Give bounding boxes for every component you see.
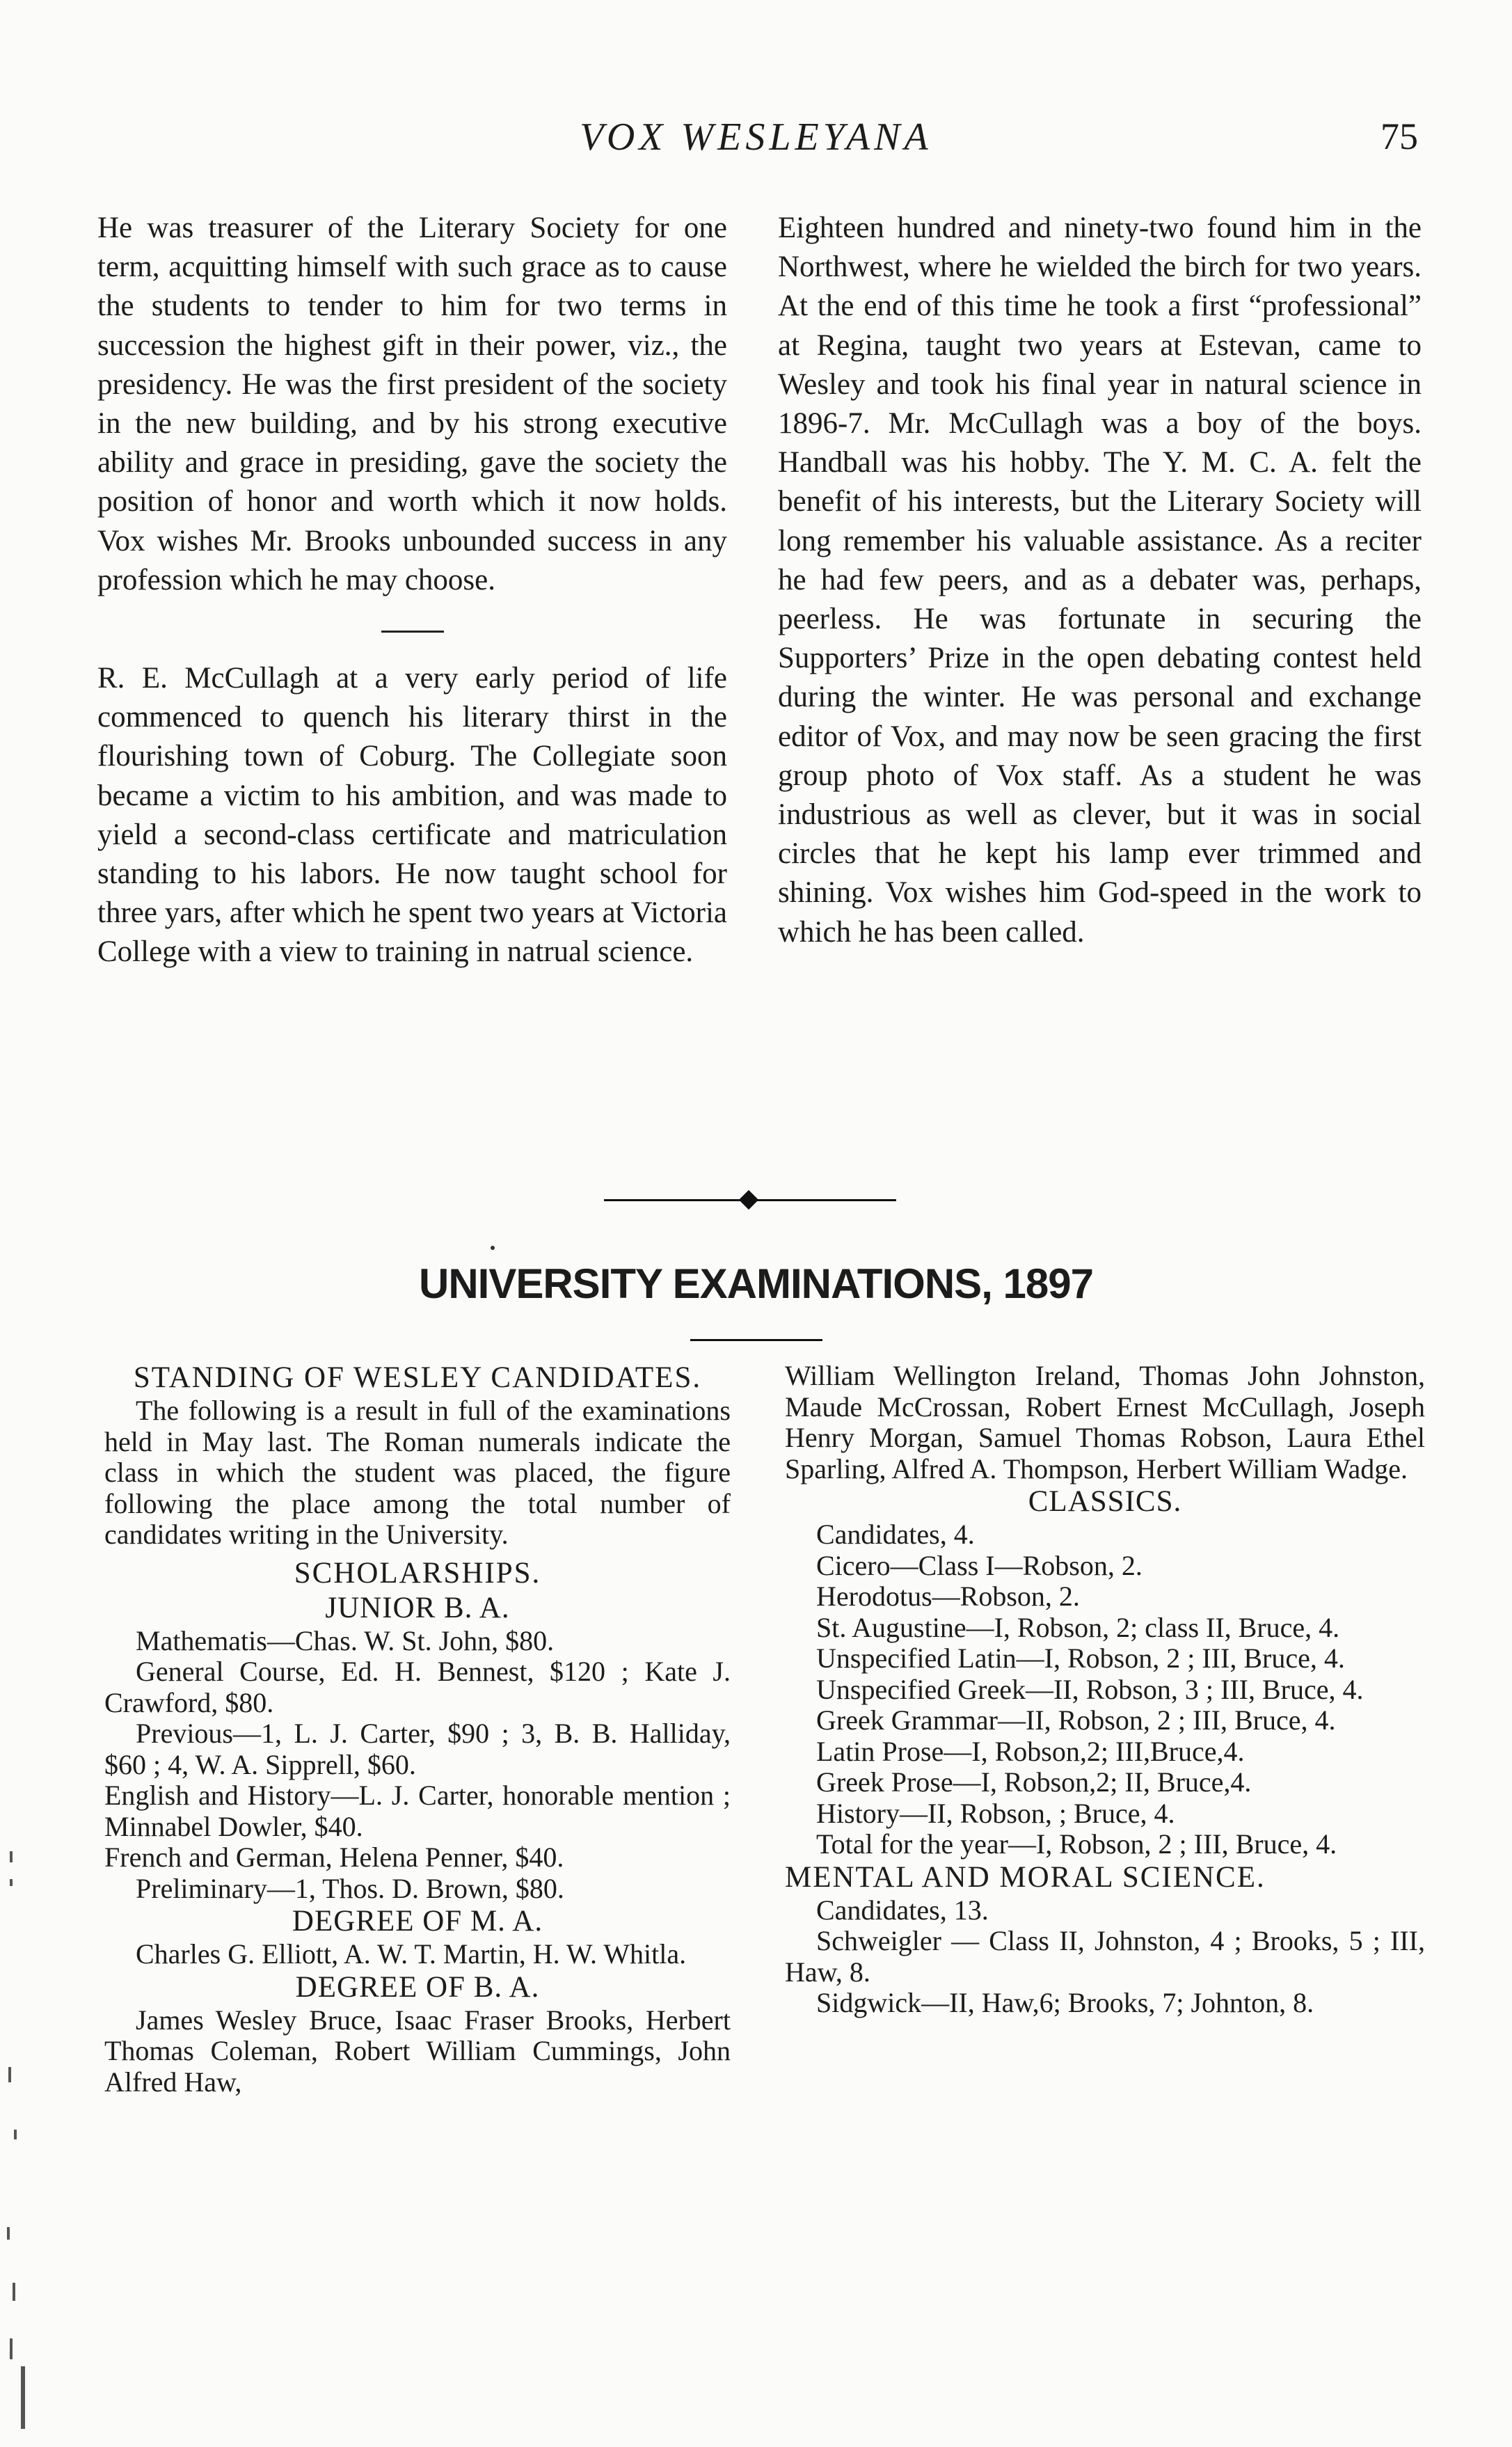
section-title-rule bbox=[690, 1339, 822, 1341]
previous-entry: Previous—1, L. J. Carter, $90 ; 3, B. B. Halliday, $60 ; 4, W. A. Sipprell, $60. bbox=[104, 1718, 731, 1780]
mccullagh-continued-paragraph: Eighteen hundred and ninety-two found him in the Northwest, where he wielded the birch for two years. At the end of this time he took a first “professional” at Regina, taught two years at Estevan, came to Wesley and took his final year in natural science in 1896-7. Mr. McCullagh was a boy of the boys. Handball was his hobby. The Y. M. C. A. felt the benefit of his interests, but the Literary Society will long remember his valuable assistance. As a reciter he had few peers, and as a debater was, perhaps, peerless. He was fortunate in securing the Supporters’ Prize in the open debating contest held during the winter. He was personal and exchange editor of Vox, and may now be seen gracing the first group photo of Vox staff. As a student he was industrious as well as clever, but it was in social circles that he kept his lamp ever trimmed and shining. Vox wishes him God-speed in the work to which he has been called. bbox=[778, 212, 1422, 949]
st-augustine-entry: St. Augustine—I, Robson, 2; class II, Bruce, 4. bbox=[816, 1611, 1340, 1643]
mental-candidates: Candidates, 13. bbox=[816, 1894, 989, 1926]
mental-moral-heading: MENTAL AND MORAL SCIENCE. bbox=[785, 1860, 1266, 1894]
paragraph-separator-rule bbox=[381, 631, 444, 633]
unspecified-greek-entry: Unspecified Greek—II, Robson, 3 ; III, Bruce, 4. bbox=[816, 1673, 1364, 1705]
mccullagh-paragraph: R. E. McCullagh at a very early period of life commenced to quench his literary thirst in the flourishing town of Coburg. The Collegiate soon became a victim to his ambition, and was made to yield a second-class certificate and matriculation standing to his labors. He now taught school for three yars, after which he spent two years at Victoria College with a view to training in natrual science. bbox=[97, 662, 727, 969]
article-right-column bbox=[778, 209, 1422, 952]
preliminary-entry: Preliminary—1, Thos. D. Brown, $80. bbox=[136, 1872, 564, 1904]
page-number: 75 bbox=[1380, 116, 1418, 157]
ba-names-continued: William Wellington Ireland, Thomas John Johnston, Maude McCrossan, Robert Ernest McCullagh, Joseph Henry Morgan, Samuel Thomas Robson, Laura Ethel Sparling, Alfred A. Thompson, Herbert William Wadge. bbox=[785, 1360, 1425, 1484]
exam-left-column bbox=[104, 1361, 731, 2098]
article-left-column bbox=[97, 209, 727, 972]
cicero-entry: Cicero—Class I—Robson, 2. bbox=[816, 1549, 1143, 1581]
french-german-entry: French and German, Helena Penner, $40. bbox=[104, 1842, 564, 1873]
scan-edge-specks bbox=[0, 1837, 63, 2447]
section-title: UNIVERSITY EXAMINATIONS, 1897 bbox=[418, 1260, 1094, 1307]
schweigler-entry: Schweigler — Class II, Johnston, 4 ; Brooks, 5 ; III, Haw, 8. bbox=[785, 1925, 1425, 1988]
journal-title: VOX WESLEYANA bbox=[580, 116, 932, 159]
section-ornament bbox=[604, 1190, 896, 1211]
general-course-entry: General Course, Ed. H. Bennest, $120 ; Kate J. Crawford, $80. bbox=[104, 1656, 731, 1718]
sidgwick-entry: Sidgwick—II, Haw,6; Brooks, 7; Johnton, 8. bbox=[816, 1987, 1314, 2018]
junior-ba-heading: JUNIOR B. A. bbox=[325, 1591, 510, 1624]
running-head bbox=[0, 115, 1512, 171]
exam-intro: The following is a result in full of the examinations held in May last. The Roman numerals indicate the class in which the student was placed, the figure following the place among the total number of candidates writing in the University. bbox=[104, 1395, 731, 1550]
ma-heading: DEGREE OF M. A. bbox=[292, 1905, 543, 1938]
unspecified-latin-entry: Unspecified Latin—I, Robson, 2 ; III, Bruce, 4. bbox=[816, 1642, 1345, 1674]
mathematics-entry: Mathematis—Chas. W. St. John, $80. bbox=[136, 1624, 555, 1656]
classics-candidates: Candidates, 4. bbox=[816, 1519, 975, 1550]
ba-names-start: James Wesley Bruce, Isaac Fraser Brooks, Herbert Thomas Coleman, Robert William Cummings, John Alfred Haw, bbox=[104, 2004, 731, 2098]
scholarships-heading: SCHOLARSHIPS. bbox=[294, 1556, 541, 1590]
exam-right-column bbox=[785, 1361, 1425, 2019]
herodotus-entry: Herodotus—Robson, 2. bbox=[816, 1581, 1080, 1612]
classics-heading: CLASSICS. bbox=[1028, 1485, 1182, 1518]
ba-heading: DEGREE OF B. A. bbox=[295, 1970, 540, 2004]
brooks-paragraph: He was treasurer of the Literary Society for one term, acquitting himself with such grace as to cause the students to tender to him for two terms in succession the highest gift in their power, viz., the presidency. He was the first president of the society in the new building, and by his strong executive ability and grace in presiding, gave the society the position of honor and worth which it now holds. Vox wishes Mr. Brooks unbounded success in any profession which he may choose. bbox=[97, 212, 727, 596]
latin-prose-entry: Latin Prose—I, Robson,2; III,Bruce,4. bbox=[816, 1735, 1245, 1767]
ma-names: Charles G. Elliott, A. W. T. Martin, H. W. Whitla. bbox=[136, 1938, 687, 1970]
history-entry: History—II, Robson, ; Bruce, 4. bbox=[816, 1797, 1175, 1829]
stray-dot bbox=[491, 1246, 495, 1250]
total-year-entry: Total for the year—I, Robson, 2 ; III, Bruce, 4. bbox=[816, 1828, 1337, 1860]
standing-heading: STANDING OF WESLEY CANDIDATES. bbox=[133, 1361, 702, 1394]
greek-prose-entry: Greek Prose—I, Robson,2; II, Bruce,4. bbox=[816, 1766, 1252, 1798]
english-history-entry: English and History—L. J. Carter, honorable mention ; Minnabel Dowler, $40. bbox=[104, 1780, 731, 1842]
greek-grammar-entry: Greek Grammar—II, Robson, 2 ; III, Bruce, 4. bbox=[816, 1704, 1336, 1736]
